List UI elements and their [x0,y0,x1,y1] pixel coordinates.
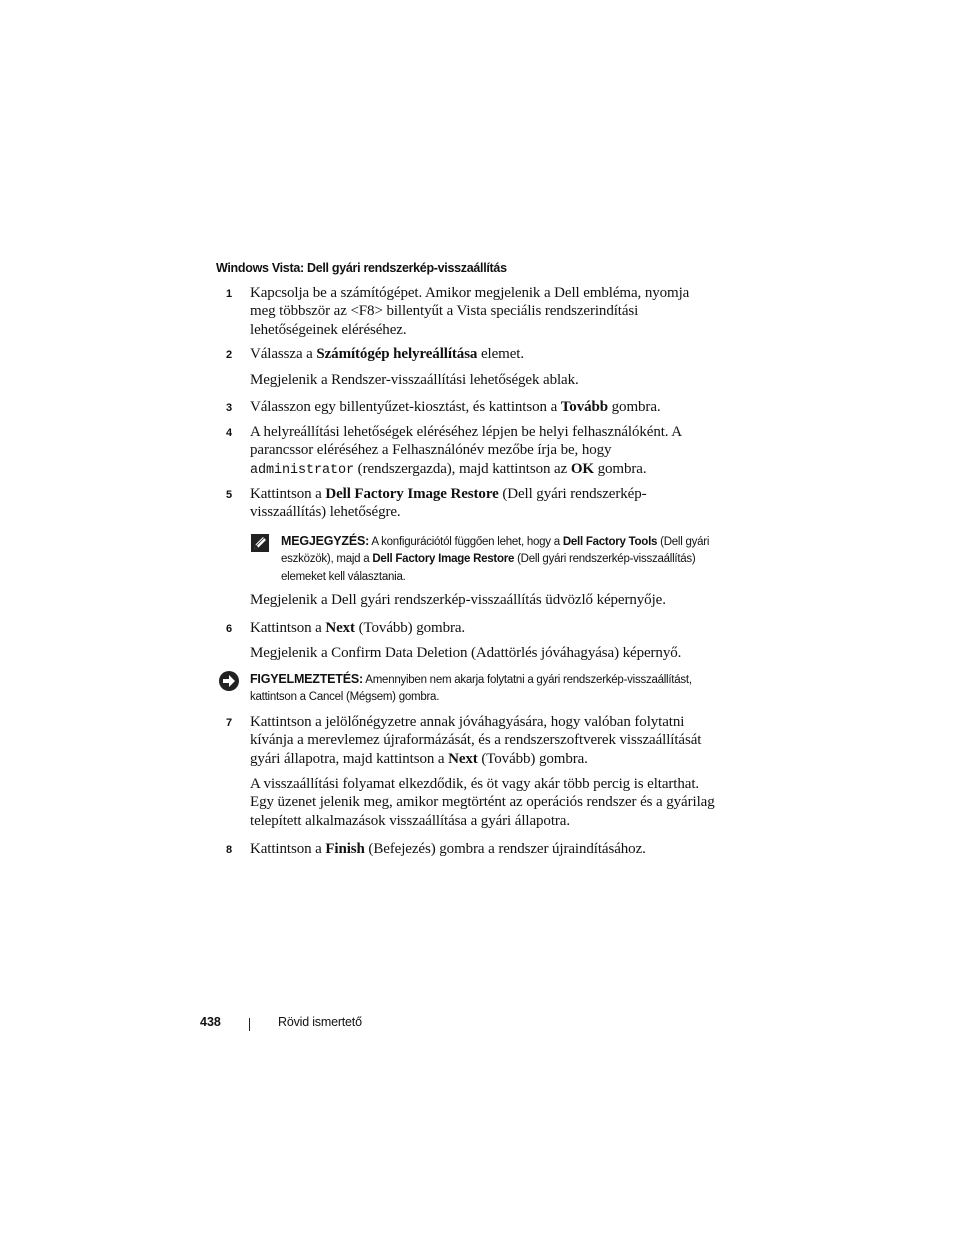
caution-text: FIGYELMEZTETÉS: Amennyiben nem akarja folytatni a gyári rendszerkép-visszaállítást, kattintson a Cancel (Mégsem) gombra. [250,672,692,704]
step-text: Válassza a Számítógép helyreállítása elemet. [250,346,525,362]
step-result: Megjelenik a Dell gyári rendszerkép-visszaállítás üdvözlő képernyője. [250,592,666,608]
step-text: Kapcsolja be a számítógépet. Amikor megjelenik a Dell embléma, nyomja meg többször az <F8> billentyűt a Vista speciális rendszerindítási lehetőségeinek eléréséhez. [250,285,690,338]
section-heading: Windows Vista: Dell gyári rendszerkép-visszaállítás [216,261,507,275]
step-number: 3 [226,402,233,414]
step-number: 6 [226,623,233,635]
step-text: Kattintson a Next (Tovább) gombra. [250,620,466,636]
step-text: Kattintson a Finish (Befejezés) gombra a rendszer újraindításához. [250,841,646,857]
step-number: 1 [226,288,233,300]
step-result: Megjelenik a Confirm Data Deletion (Adattörlés jóváhagyása) képernyő. [250,645,682,661]
step-number: 8 [226,844,233,856]
step-number: 4 [226,427,233,439]
footer-title: Rövid ismertető [278,1015,362,1029]
note-text: MEGJEGYZÉS: A konfigurációtól függően lehet, hogy a Dell Factory Tools (Dell gyári eszközök), majd a Dell Factory Image Restore (Dell gyári rendszerkép-visszaállítás) elemeket kell választania. [281,534,710,583]
step-result: Megjelenik a Rendszer-visszaállítási lehetőségek ablak. [250,372,579,388]
step-result: A visszaállítási folyamat elkezdődik, és öt vagy akár több percig is eltarthat. Egy üzenet jelenik meg, amikor megtörtént az operációs rendszer és a gyárilag telepített alkalmazások visszaállítása a gyári állapotra. [250,776,715,829]
step-number: 2 [226,349,233,361]
pencil-note-icon [250,533,270,553]
caution-arrow-icon [218,670,240,692]
step-number: 5 [226,489,233,501]
step-number: 7 [226,717,233,729]
footer-divider [249,1018,250,1031]
step-text: Kattintson a jelölőnégyzetre annak jóváhagyására, hogy valóban folytatni kívánja a merevlemez újraformázását, és a rendszerszoftverek visszaállítását gyári állapotra, majd kattintson a Next (Tovább) gombra. [250,714,702,767]
step-text: Válasszon egy billentyűzet-kiosztást, és kattintson a Tovább gombra. [250,399,661,415]
step-text: A helyreállítási lehetőségek eléréséhez lépjen be helyi felhasználóként. A parancssor eléréséhez a Felhasználónév mezőbe írja be, hogy administrator (rendszergazda), majd kattintson az OK gombra. [250,424,682,478]
page-number: 438 [200,1015,221,1029]
step-text: Kattintson a Dell Factory Image Restore (Dell gyári rendszerkép-visszaállítás) lehetőségre. [250,486,647,521]
